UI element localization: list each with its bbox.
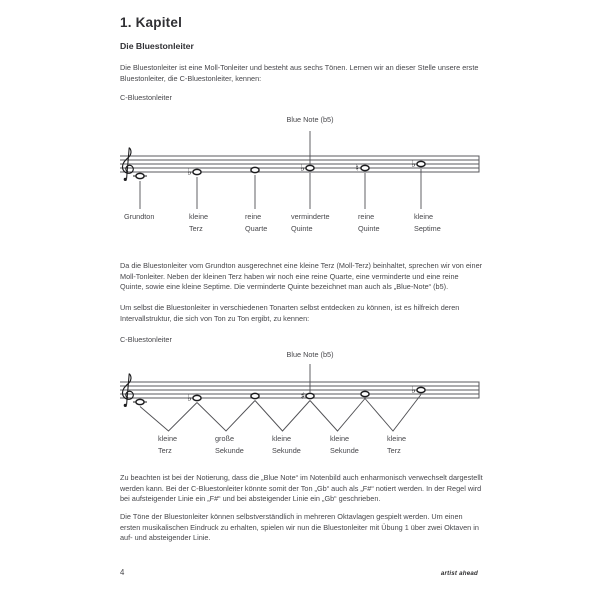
staff-figure-2 [0,344,600,444]
paragraph-intro: Die Bluestonleiter ist eine Moll-Tonleiter und besteht aus sechs Tönen. Lernen wir an dieser Stelle unsere erste Bluestonleiter, die C-Bluestonleiter, kennen: [120,63,479,83]
clef-stem [127,148,130,179]
whole-note [417,161,425,166]
interval-zigzag-line [365,395,421,432]
paragraph-structure: Um selbst die Bluestonleiter in verschiedenen Tonarten selbst entdecken zu können, ist es hilfreich deren Intervallstruktur, die sich von Ton zu Ton ergibt, zu kennen: [120,303,460,323]
interval-label: kleine Sekunde [272,434,301,455]
interval-zigzag-line [140,403,197,432]
interval-label: kleine Terz [158,434,178,455]
interval-label: große Sekunde [215,434,244,455]
paragraph-octaves: Die Töne der Bluestonleiter können selbstverständlich in mehreren Oktavlagen gespielt werden. Um einen ersten musikalischen Eindruck zu erhalten, spielen wir nun die Bluestonleiter mit Übung 1 über zwei Oktaven in auf- und absteigender Linie. [120,512,479,543]
figure2-blue-note-label: Blue Note (b5) [286,350,334,359]
accidental-flat-icon: ♭ [300,163,305,174]
paragraph-intervals: Da die Bluestonleiter vom Grundton ausgerechnet eine kleine Terz (Moll-Terz) beinhaltet, sprechen wir von einer Moll-Tonleiter. Neben der kleinen Terz haben wir noch eine reine Quarte, eine verminderte und eine reine Quinte, sowie eine kleine Septime. Die verminderte Quinte bezeichnet man auch als „Blue-Note“ (b5). [120,261,483,292]
figure2-caption: C-Bluestonleiter [120,335,172,344]
figure1-blue-note-label: Blue Note (b5) [286,115,334,124]
section-title: Die Bluestonleiter [120,41,194,51]
whole-note [193,395,201,400]
interval-label: kleine Sekunde [330,434,359,455]
accidental-flat-icon: ♭ [411,385,416,396]
interval-zigzag-line [197,401,255,432]
whole-note [251,167,259,172]
whole-note [361,165,369,170]
accidental-flat-icon: ♭ [187,167,192,178]
scale-degree-label: reine Quinte [358,212,380,233]
publisher-logo: artist ahead [440,570,478,577]
whole-note [193,169,201,174]
whole-note [136,173,144,178]
clef-stem [127,374,130,405]
whole-note [417,387,425,392]
interval-zigzag-line [310,399,365,432]
page-number: 4 [120,568,125,577]
whole-note [306,165,314,170]
whole-note [136,399,144,404]
paragraph-enharmonic: Zu beachten ist bei der Notierung, dass die „Blue Note“ im Notenbild auch enharmonisch verwechselt dargestellt werden kann. Bei der C-Bluestonleiter könnte somit der Ton „Gb“ auch als „F#“ notiert werden. In der Regel wird bei aufsteigender Linie ein „F#“ und bei absteigender Linie ein „Gb“ geschrieben. [120,473,483,504]
scale-degree-label: kleine Terz [189,212,209,233]
whole-note [361,391,369,396]
whole-note [251,393,259,398]
scale-degree-label: reine Quarte [245,212,268,233]
scale-degree-label: kleine Septime [414,212,441,233]
figure1-caption: C-Bluestonleiter [120,93,172,102]
accidental-sharp-icon: ♯ [300,391,306,402]
chapter-title: 1. Kapitel [120,15,183,30]
whole-note [306,393,314,398]
accidental-flat-icon: ♭ [187,393,192,404]
scale-degree-label: Grundton [124,212,155,221]
clef-ball [124,178,127,181]
interval-label: kleine Terz [387,434,407,455]
accidental-flat-icon: ♭ [411,159,416,170]
clef-ball [124,404,127,407]
accidental-natural-icon: ♮ [355,163,359,174]
scale-degree-label: verminderte Quinte [291,212,330,233]
interval-zigzag-line [255,401,310,432]
